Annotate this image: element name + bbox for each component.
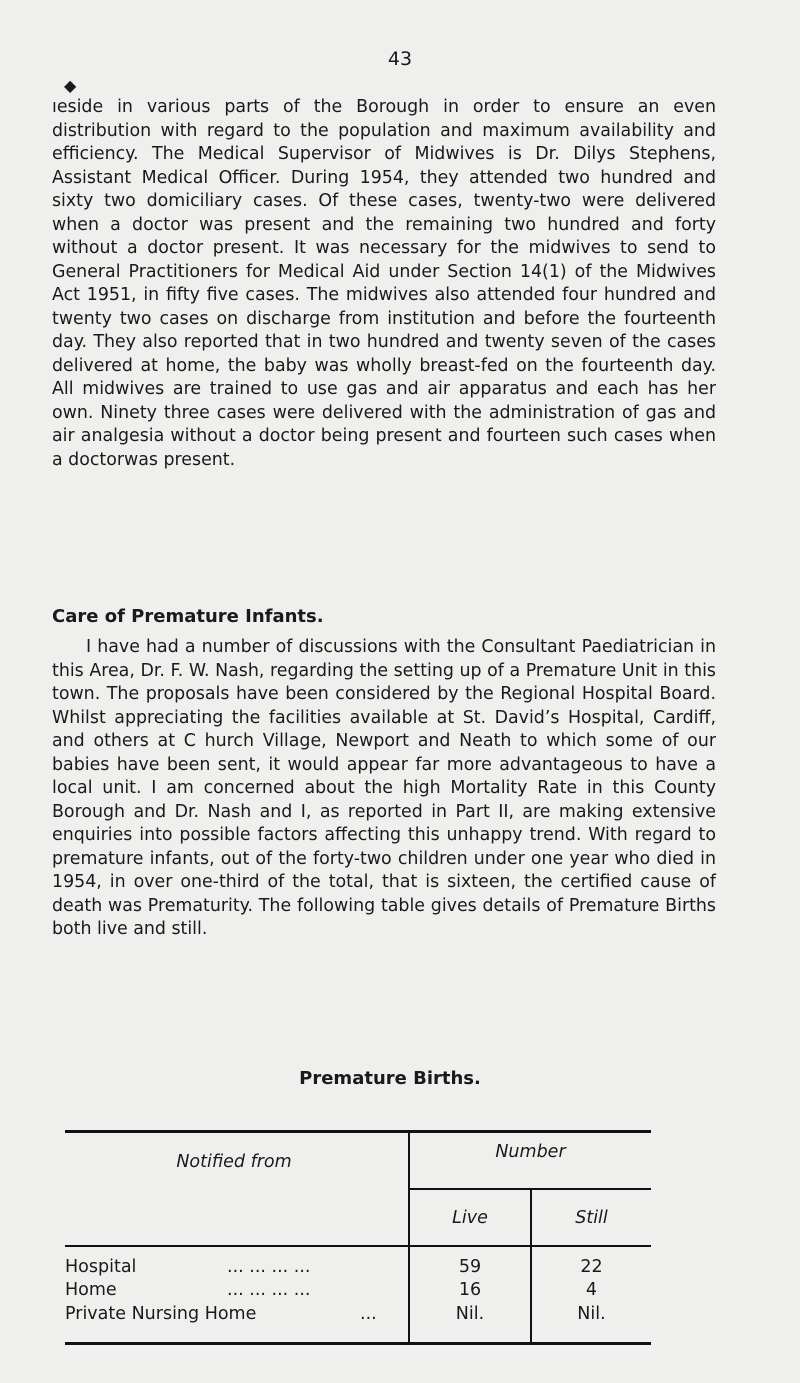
header-number: Number <box>495 1142 566 1162</box>
table-bottom-rule <box>65 1342 651 1345</box>
section-heading: Care of Premature Infants. <box>52 606 324 627</box>
row-label: Private Nursing Home <box>65 1304 257 1324</box>
row-live: 59 <box>458 1257 482 1277</box>
row-live: Nil. <box>455 1304 485 1324</box>
row-dots: ... ... ... ... <box>227 1280 311 1300</box>
row-label: Hospital <box>65 1257 137 1277</box>
row-label: Home <box>65 1280 117 1300</box>
table-title: Premature Births. <box>299 1068 481 1089</box>
row-dots: ... <box>360 1304 377 1324</box>
table-header-rule <box>65 1245 651 1247</box>
header-notified-from: Notified from <box>176 1152 292 1172</box>
body-paragraph-midwives: ıeside in various parts of the Borough in order to ensure an even distribution with regard to the population and maximum availability and efficiency. The Medical Supervisor of Midwives is Dr. Dilys Stephens, Assistant Medical Officer. During 1954, they attended two hundred and sixty two domiciliary cases. Of these cases, twenty-two were delivered when a doctor was present and the remaining two hundred and forty without a doctor present. It was necessary for the midwives to send to General Practitioners for Medical Aid under Section 14(1) of the Midwives Act 1951, in fifty five cases. The midwives also attended four hundred and twenty two cases on discharge from institution and before the fourteenth day. They also reported that in two hundred and twenty seven of the cases delivered at home, the baby was wholly breast-fed on the fourteenth day. All midwives are trained to use gas and air apparatus and each has her own. Ninety three cases were delivered with the administration of gas and air analgesia without a doctor being present and fourteen such cases when a doctorwas present. <box>52 97 716 470</box>
row-still: 4 <box>585 1280 598 1300</box>
table-top-rule <box>65 1130 651 1133</box>
row-dots: ... ... ... ... <box>227 1257 311 1277</box>
header-still: Still <box>575 1208 608 1228</box>
row-still: Nil. <box>577 1304 606 1324</box>
row-still: 22 <box>580 1257 603 1277</box>
page-number: 43 <box>387 48 413 70</box>
bullet-mark: ◆ <box>64 76 77 95</box>
row-live: 16 <box>458 1280 482 1300</box>
header-live: Live <box>452 1208 488 1228</box>
premature-births-table <box>60 1130 650 1345</box>
body-paragraph-premature: I have had a number of discussions with the Consultant Paediatrician in this Area, Dr. F. W. Nash, regarding the setting up of a Premature Unit in this town. The proposals have been considered by the Regional Hospital Board. Whilst appreciating the facilities available at St. David’s Hospital, Cardiff, and others at C hurch Village, Newport and Neath to which some of our babies have been sent, it would appear far more advantageous to have a local unit. I am concerned about the high Mortality Rate in this County Borough and Dr. Nash and I, as reported in Part II, are making extensive enquiries into possible factors affecting this unhappy trend. With regard to premature infants, out of the forty-two children under one year who died in 1954, in over one-third of the total, that is sixteen, the certified cause of death was Prematurity. The following table gives details of Premature Births both live and still. <box>52 637 716 939</box>
